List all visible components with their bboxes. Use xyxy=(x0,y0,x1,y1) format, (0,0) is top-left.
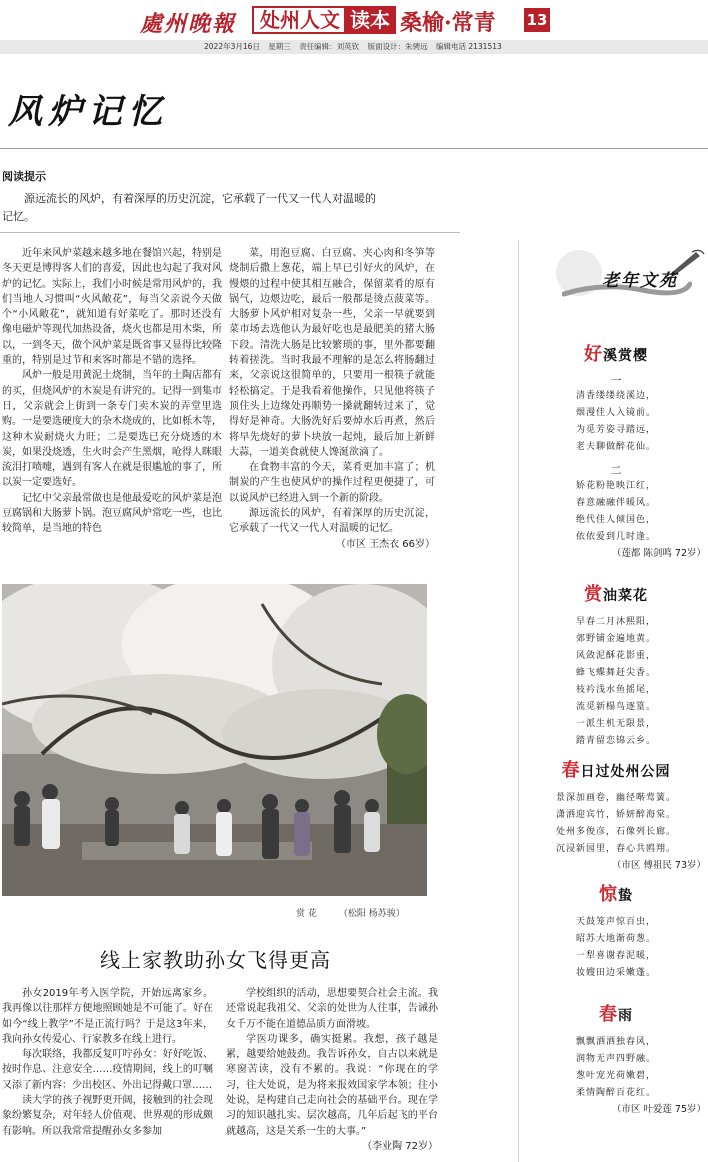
poem xyxy=(526,756,706,874)
poem-line: 沉浸新园里，春心共鸥翔。 xyxy=(555,844,676,854)
poem-line: 柔情陶醉百花红。 xyxy=(575,1088,656,1098)
poem-title-initial: 好 xyxy=(584,344,603,365)
paragraph: 源远流长的风炉，有着深厚的历史沉淀，它承载了一代又一代人对温暖的记忆。 xyxy=(229,508,435,535)
poem-line: 一派生机无限景， xyxy=(575,719,656,729)
poem-title xyxy=(526,340,706,366)
lede-text: 源远流长的风炉，有着深厚的历史沉淀，它承载了一代又一代人对温暖的记忆。 xyxy=(2,192,376,223)
poem-line: 郊野铺金遍地黄。 xyxy=(575,634,656,644)
lede-heading: 阅读提示 xyxy=(2,170,46,183)
caption-title: 赏 花 xyxy=(296,909,317,919)
cherry-blossom-photo xyxy=(2,584,427,896)
poem-title-rest: 油菜花 xyxy=(603,588,648,604)
badge-title: 老年文苑 xyxy=(602,271,678,291)
article-column-4 xyxy=(226,986,438,1154)
paragraph: 学医功课多，确实挺累。我想，孩子越是累，越要给她鼓劲。我告诉孙女，自古以来就是寒窗苦读，没有不累的。我说：“你现在的学习，往大处说，是为将来报效国家学本领；往小处说，是构建自己走向社会的基础平台。现在学习的知识越扎实、层次越高，几年后起飞的平台就越高，这是关系一生的大事。” xyxy=(226,1033,438,1137)
poem-line: 妆嫂田边采嫩蓬。 xyxy=(575,968,656,978)
poem-line: 娇花粉艳映江红， xyxy=(575,481,656,491)
author-signature: （李业陶 72岁） xyxy=(362,1140,438,1152)
paragraph: 每次联络，我都反复叮咛孙女：好好吃饭、按时作息、注意安全……疫情期间，线上的叮嘱又添了新内容：少出校区、外出记得戴口罩…… xyxy=(2,1049,213,1091)
column-name: 桑榆·常青 xyxy=(400,10,496,36)
column-divider xyxy=(518,240,519,1162)
poem-title xyxy=(526,880,706,906)
poem-line: 风敛泥酥花影重， xyxy=(575,651,656,661)
poem-line: 春意融融伴暖风。 xyxy=(575,498,656,508)
poem-title-rest: 雨 xyxy=(618,1008,633,1024)
issue-date: 2022年3月16日 xyxy=(204,42,260,51)
poem-line: 蜂飞蝶舞赶尖香。 xyxy=(575,668,656,678)
poem xyxy=(526,340,706,562)
issue-weekday: 星期三 xyxy=(268,42,291,51)
divider xyxy=(0,232,460,233)
poem xyxy=(526,880,706,982)
paragraph: 记忆中父亲最常做也是他最爱吃的风炉菜是泡豆腐锅和大肠萝卜锅。泡豆腐风炉常吃一些，也比较简单，是当地的特色 xyxy=(2,492,222,535)
poem-title-rest: 溪赏樱 xyxy=(603,348,648,364)
poem-author: （市区 叶爱莲 75岁） xyxy=(611,1104,706,1115)
poem xyxy=(526,580,706,750)
reader-tag: 读本 xyxy=(344,6,396,34)
article-column-1 xyxy=(2,246,222,537)
paragraph: 在食物丰富的今天，菜肴更加丰富了；机制炭的产生也使风炉的操作过程更便捷了，可以说风炉已经进入到一个新的阶段。 xyxy=(229,462,435,504)
poem-line: 一犁喜谢春泥暖， xyxy=(575,951,656,961)
poem-author: （莲都 陈剑鸣 72岁） xyxy=(611,548,706,559)
poem-line: 绝代佳人倾国色， xyxy=(575,515,656,525)
paragraph: 菜，用泡豆腐、白豆腐、夹心肉和冬笋等烧制后撒上葱花，端上早已引好火的风炉，在慢煨的过程中使其相互融合，保留菜肴的原有锅气，边煨边吃，最后一般都是烫点菠菜等。大肠萝卜风炉相对复杂一些，父亲一早就要到菜市场去选他认为最好吃也是最肥美的猪大肠下段。清洗大肠是比较繁琐的事，里外都要翻转着搓洗。当时我最不理解的是怎么将肠翻过来，父亲说这很简单的，只要用一根筷子就能轻松搞定。于是我看着他操作，只见他将筷子顶住头上边缘处再顺势一搡就翻转过来了，觉得好是神奇。大肠洗好后要焯水后再煮，然后将早先烧好的萝卜块放一起炖，最后加上新鲜大蒜，一道美食就使人馋涎欲滴了。 xyxy=(229,248,435,458)
article-title: 风炉记忆 xyxy=(8,92,168,132)
poem-title-initial: 春 xyxy=(599,1004,618,1025)
poem-title-initial: 惊 xyxy=(599,884,618,905)
poem-title xyxy=(526,756,706,782)
poem xyxy=(526,1000,706,1118)
article-column-2 xyxy=(229,246,435,552)
editor-phone: 编辑电话 2131513 xyxy=(435,42,502,51)
poem-title-initial: 春 xyxy=(561,760,581,781)
poem-line: 润物无声四野融。 xyxy=(575,1054,656,1064)
paragraph: 读大学的孩子视野更开阔，接触到的社会现象纷繁复杂，对年轻人价值观、世界观的形成颇有影响。所以我常常提醒孙女多参加 xyxy=(2,1095,213,1137)
poem-title-rest: 日过处州公园 xyxy=(580,764,671,780)
poem-line: 早春二月沐熙阳， xyxy=(575,617,656,627)
poem-line: 踏青留恋锦云乡。 xyxy=(575,736,656,746)
masthead xyxy=(0,0,708,40)
photo-caption xyxy=(296,906,405,919)
poem-line: 昭苏大地渐荷葱。 xyxy=(575,934,656,944)
poem-line: 清香缕缕绕溪边， xyxy=(575,391,656,401)
poem-line: 为觅芳姿寻踏远， xyxy=(575,425,656,435)
paragraph: 近年来风炉菜越来越多地在餐馆兴起，特别是冬天更是博得客人们的喜爱，因此也勾起了我对风炉的记忆。实际上，我们小时候是常用风炉的，我们当地人习惯叫“火风敞花”，每当父亲说今天做个“小风敞花”，就知道有好菜吃了。那时还没有像电磁炉等现代加热设备，烧火也都是用木柴，所以，一到冬天，做个风炉菜是既省事又显得比较隆重的，特别是过节和来客时都是不错的选择。 xyxy=(2,248,222,367)
poem-line: 老夫聊做醉花仙。 xyxy=(575,442,656,452)
poem-line: 处州多俊彦，石像列长廊。 xyxy=(555,827,676,837)
article-title: 线上家教助孙女飞得更高 xyxy=(100,948,331,972)
poem-line: 依依爱到几时逢。 xyxy=(575,532,656,542)
designer-credit: 版面设计：朱骋远 xyxy=(367,42,428,51)
editor-credit: 责任编辑：刘英钦 xyxy=(299,42,360,51)
article-column-3 xyxy=(2,986,213,1139)
poem-line: 葱叶宠光荷嫩碧， xyxy=(575,1071,656,1081)
poem-line: 飘飘洒洒独春风， xyxy=(575,1037,656,1047)
divider xyxy=(0,148,708,149)
info-bar xyxy=(0,40,708,54)
section-name: 处州人文 xyxy=(252,6,348,34)
poem-line: 天鼓笼声惊百虫， xyxy=(575,917,656,927)
poem-title-initial: 赏 xyxy=(584,584,603,605)
poem-author: （市区 傅祖民 73岁） xyxy=(611,860,706,871)
paragraph: 孙女2019年考入医学院，开始远离家乡。我再像以往那样方便地照顾她是不可能了。好在如今“线上教学”不是正流行吗？于是这3年来，我向孙女传爱心、行家教多在线上进行。 xyxy=(2,988,213,1045)
poem-line: 枝衿浅水鱼摇尾， xyxy=(575,685,656,695)
paragraph: 风炉一般是用黄泥土烧制，当年的土陶店都有的买，但烧风炉的木炭是有讲究的。记得一到集市日，父亲就会上街到一条专门卖木炭的弄堂里选购。一是要选硬度大的杂木烧成的，比如栎木等，这种木炭耐烧火力旺；二是要选已充分烧透的木炭，如果没烧透，生火时会产生黑烟，呛得人眯眼流泪打喷嚏，遇到有客人在就是很尴尬的事了，所以炭一定要选好。 xyxy=(2,370,222,489)
poem-line: 流觅新榻鸟逐篁。 xyxy=(575,702,656,712)
column-badge xyxy=(556,248,686,304)
poem-line: 景深加画卷，幽径啭莺簧。 xyxy=(555,793,676,803)
poem-section-number: 二 xyxy=(610,464,622,477)
poem-title xyxy=(526,580,706,606)
author-signature: （市区 王杰衣 66岁） xyxy=(335,538,435,550)
newspaper-name: 處州晚報 xyxy=(140,11,237,37)
poem-title-rest: 蛰 xyxy=(618,888,633,904)
caption-credit: （松阳 杨苏骏） xyxy=(338,909,405,919)
poem-section-number: 一 xyxy=(610,374,622,387)
page-number: 13 xyxy=(524,8,550,32)
poem-line: 烟漫佳人入镜前。 xyxy=(575,408,656,418)
poem-line: 潇洒迎宾竹，娇妍醉海棠。 xyxy=(555,810,676,820)
poem-title xyxy=(526,1000,706,1026)
paragraph: 学校组织的活动，思想要契合社会主流。我还常说起我祖父、父亲的处世为人往事，告诫孙女千万不能在道德品质方面滑坡。 xyxy=(226,988,438,1030)
